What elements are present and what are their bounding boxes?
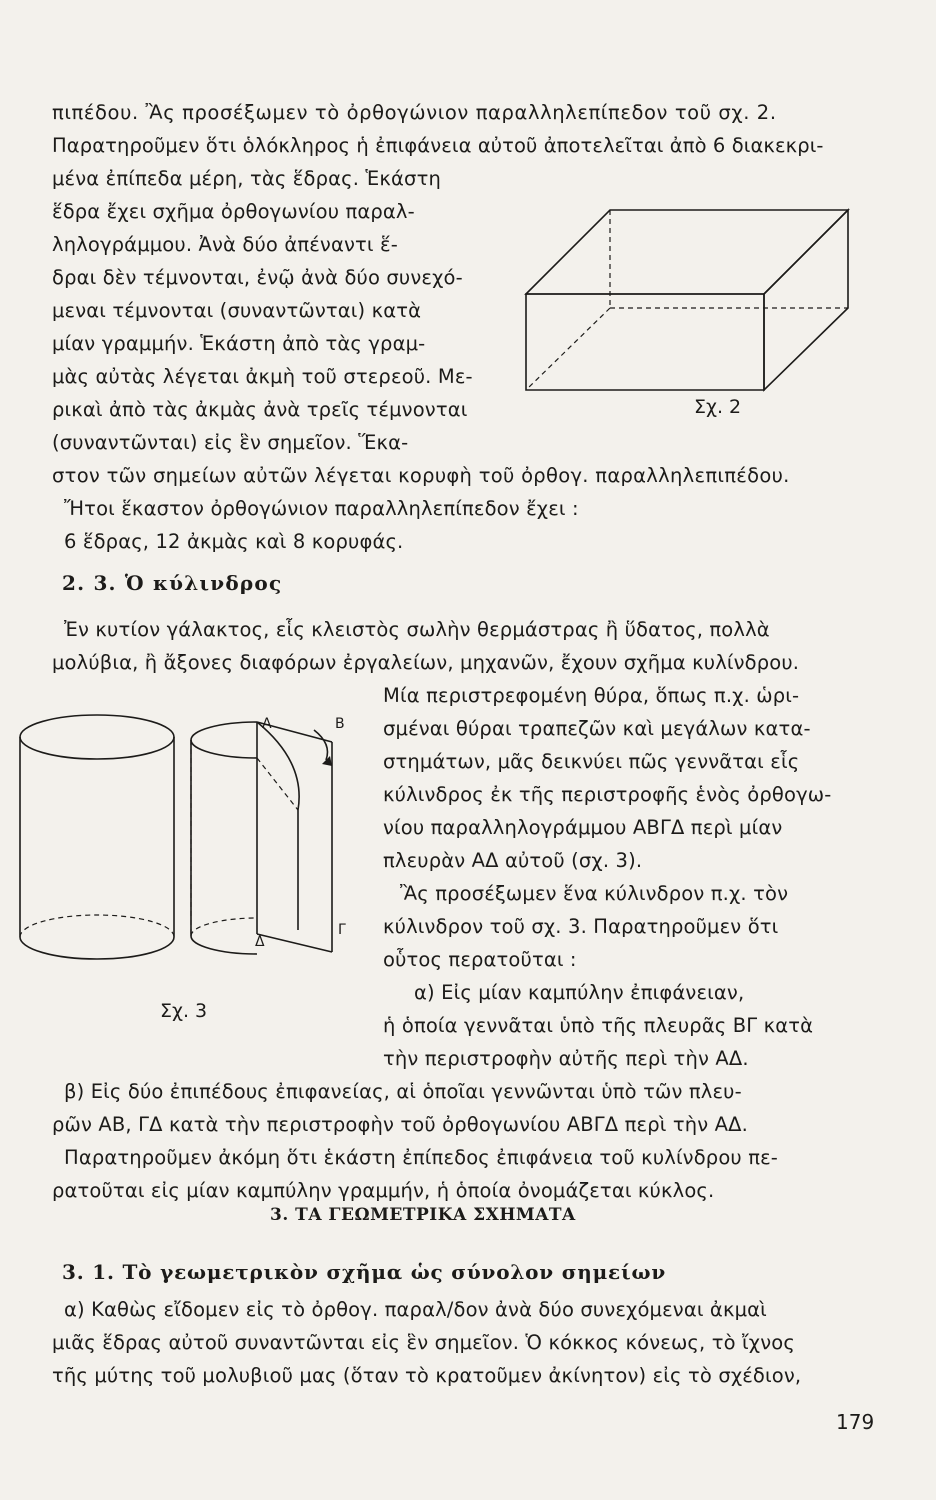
text-line: δραι δὲν τέμνονται, ἐνῷ ἀνὰ δύο συνεχό-	[52, 266, 463, 289]
text-line: Μία περιστρεφομένη θύρα, ὅπως π.χ. ὡρι-	[383, 684, 800, 707]
cylinder-figure	[14, 700, 384, 1000]
text-line: β) Εἰς δύο ἐπιπέδους ἐπιφανείας, αἱ ὁποῖαι γεννῶνται ὑπὸ τῶν πλευ-	[64, 1080, 742, 1103]
left-cylinder-hidden-edge	[20, 915, 174, 937]
text-line: 6 ἕδρας, 12 ἀκμὰς καὶ 8 κορυφάς.	[64, 530, 404, 553]
box-right-face	[764, 210, 848, 390]
text-line: οὗτος περατοῦται :	[383, 948, 577, 971]
text-line: ληλογράμμου. Ἀνὰ δύο ἀπέναντι ἕ-	[52, 233, 398, 256]
box-figure	[518, 176, 868, 432]
text-line: μιᾶς ἕδρας αὐτοῦ συναντῶνται εἰς ἓν σημεῖον. Ὁ κόκκος κόνεως, τὸ ἴχνος	[52, 1331, 795, 1354]
text-line: νίου παραλληλογράμμου ΑΒΓΔ περὶ μίαν	[383, 816, 783, 839]
page-number: 179	[836, 1410, 875, 1434]
text-line: πιπέδου. Ἂς προσέξωμεν τὸ ὀρθογώνιον παραλληλεπίπεδον τοῦ σχ. 2.	[52, 101, 777, 124]
rectangle-bottom-edge	[257, 934, 332, 952]
left-cylinder-top	[20, 715, 174, 759]
text-line: κύλινδρον τοῦ σχ. 3. Παρατηροῦμεν ὅτι	[383, 915, 779, 938]
vertex-label-b: Β	[335, 716, 345, 732]
vertex-label-a: Α	[262, 716, 272, 732]
vertex-label-d: Δ	[255, 934, 265, 950]
rectangle-curved-face	[257, 722, 299, 930]
text-line: ἡ ὁποία γεννᾶται ὑπὸ τῆς πλευρᾶς ΒΓ κατὰ	[383, 1014, 814, 1037]
text-line: ρατοῦται εἰς μίαν καμπύλην γραμμήν, ἡ ὁποία ὀνομάζεται κύκλος.	[52, 1179, 715, 1202]
text-line: τὴν περιστροφὴν αὐτῆς περὶ τὴν ΑΔ.	[383, 1047, 749, 1070]
text-line: ἕδρα ἔχει σχῆμα ὀρθογωνίου παραλ-	[52, 200, 415, 223]
text-line: α) Καθὼς εἴδομεν εἰς τὸ ὀρθογ. παραλ/δον ἀνὰ δύο συνεχόμεναι ἀκμαὶ	[64, 1298, 767, 1321]
text-line: πλευρὰν ΑΔ αὐτοῦ (σχ. 3).	[383, 849, 643, 872]
text-line: κύλινδρος ἐκ τῆς περιστροφῆς ἑνὸς ὀρθογω-	[383, 783, 832, 806]
section-heading: 2. 3. Ὁ κύλινδρος	[62, 571, 283, 595]
text-line: σμέναι θύραι τραπεζῶν καὶ μεγάλων κατα-	[383, 717, 811, 740]
text-line: α) Εἰς μίαν καμπύλην ἐπιφάνειαν,	[414, 981, 745, 1004]
text-line: μεναι τέμνονται (συναντῶνται) κατὰ	[52, 299, 422, 322]
text-line: τῆς μύτης τοῦ μολυβιοῦ μας (ὅταν τὸ κρατοῦμεν ἀκίνητον) εἰς τὸ σχέδιον,	[52, 1364, 802, 1387]
box-top-face	[526, 210, 848, 294]
right-cylinder-bottom-arc	[191, 936, 257, 954]
right-cylinder-top-arc	[191, 722, 257, 740]
vertex-label-g: Γ	[338, 922, 346, 938]
text-line: ρικαὶ ἀπὸ τὰς ἀκμὰς ἀνὰ τρεῖς τέμνονται	[52, 398, 468, 421]
text-line: ρῶν ΑΒ, ΓΔ κατὰ τὴν περιστροφὴν τοῦ ὀρθογωνίου ΑΒΓΔ περὶ τὴν ΑΔ.	[52, 1113, 748, 1136]
box-hidden-edge	[526, 308, 610, 390]
text-line: Ἐν κυτίον γάλακτος, εἷς κλειστὸς σωλὴν θερμάστρας ἢ ὕδατος, πολλὰ	[64, 618, 770, 641]
figure-caption: Σχ. 3	[160, 1000, 208, 1022]
text-line: στον τῶν σημείων αὐτῶν λέγεται κορυφὴ τοῦ ὀρθογ. παραλληλεπιπέδου.	[52, 464, 790, 487]
text-line: στημάτων, μᾶς δεικνύει πῶς γεννᾶται εἷς	[383, 750, 800, 773]
text-line: μένα ἐπίπεδα μέρη, τὰς ἕδρας. Ἑκάστη	[52, 167, 441, 190]
chapter-heading: 3. ΤΑ ΓΕΩΜΕΤΡΙΚΑ ΣΧΗΜΑΤΑ	[270, 1205, 576, 1225]
text-line: Ἂς προσέξωμεν ἕνα κύλινδρον π.χ. τὸν	[400, 882, 789, 905]
text-line: μίαν γραμμήν. Ἑκάστη ἀπὸ τὰς γραμ-	[52, 332, 426, 355]
text-line: μολύβια, ἢ ἄξονες διαφόρων ἐργαλείων, μηχανῶν, ἔχουν σχῆμα κυλίνδρου.	[52, 651, 800, 674]
text-line: Παρατηροῦμεν ἀκόμη ὅτι ἑκάστη ἐπίπεδος ἐπιφάνεια τοῦ κυλίνδρου πε-	[64, 1146, 778, 1169]
text-line: Παρατηροῦμεν ὅτι ὁλόκληρος ἡ ἐπιφάνεια αὐτοῦ ἀποτελεῖται ἀπὸ 6 διακεκρι-	[52, 134, 824, 157]
right-cylinder-top-arc	[191, 740, 257, 758]
figure-caption: Σχ. 2	[694, 396, 742, 418]
right-cylinder-hidden-edge	[191, 918, 257, 936]
text-line: Ἤτοι ἕκαστον ὀρθογώνιον παραλληλεπίπεδον ἔχει :	[64, 497, 579, 520]
rotation-arc	[314, 730, 328, 760]
section-heading: 3. 1. Τὸ γεωμετρικὸν σχῆμα ὡς σύνολον σημείων	[62, 1260, 667, 1284]
text-line: μὰς αὐτὰς λέγεται ἀκμὴ τοῦ στερεοῦ. Με-	[52, 365, 473, 388]
text-line: (συναντῶνται) εἰς ἓν σημεῖον. Ἕκα-	[52, 431, 409, 454]
left-cylinder-bottom	[20, 937, 174, 959]
